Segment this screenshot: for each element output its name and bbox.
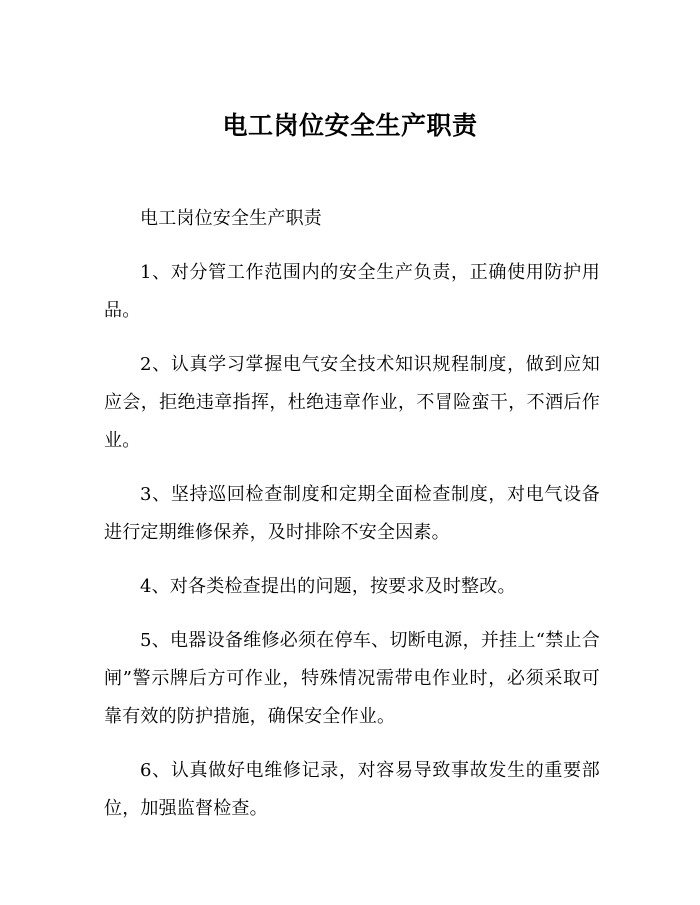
document-body: [104, 200, 600, 844]
paragraph-item-4: 4、对各类检查提出的问题，按要求及时整改。: [140, 576, 516, 597]
document-title: 电工岗位安全生产职责: [222, 111, 478, 140]
paragraph-item-6: 6、认真做好电维修记录，对容易导致事故发生的重要部位，加强监督检查。: [104, 760, 600, 819]
paragraph-item-2: 2、认真学习掌握电气安全技术知识规程制度，做到应知应会，拒绝违章指挥，杜绝违章作业，不冒险蛮干，不酒后作业。: [104, 354, 600, 451]
paragraph-item-1: 1、对分管工作范围内的安全生产负责，正确使用防护用品。: [104, 262, 600, 321]
paragraph-heading: 电工岗位安全生产职责: [140, 208, 322, 229]
paragraph-item-5: 5、电器设备维修必须在停车、切断电源，并挂上“禁止合闸”警示牌后方可作业，特殊情况需带电作业时，必须采取可靠有效的防护措施，确保安全作业。: [104, 630, 600, 727]
paragraph-item-3: 3、坚持巡回检查制度和定期全面检查制度，对电气设备进行定期维修保养，及时排除不安全因素。: [104, 484, 600, 543]
